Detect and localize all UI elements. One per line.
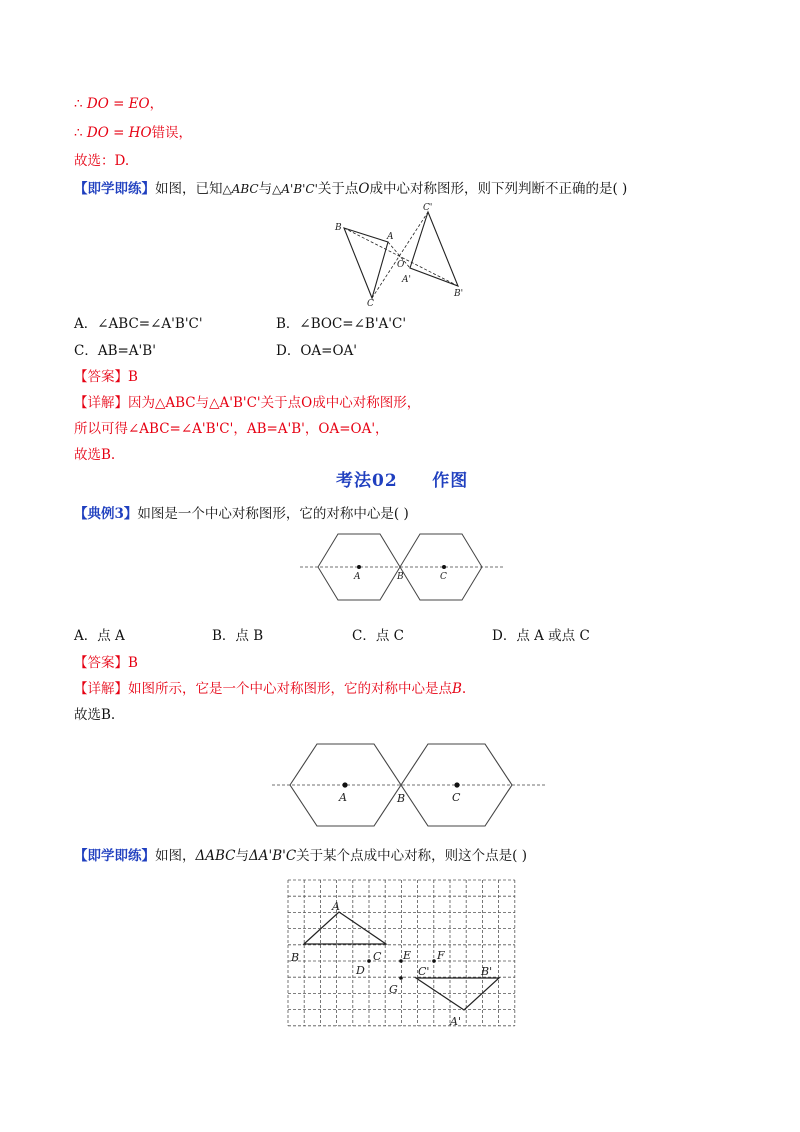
answer-value: B xyxy=(128,369,138,385)
point-g xyxy=(399,976,403,980)
point-c xyxy=(442,565,446,569)
label-ap: A' xyxy=(450,1015,461,1028)
label-ap: A' xyxy=(402,275,411,285)
ex3-option-d: D．点 A 或点 C xyxy=(492,628,590,644)
label-f: F xyxy=(437,949,445,962)
point-c xyxy=(454,782,459,787)
example3-question xyxy=(74,505,409,523)
math-expr: ΔA'B'C xyxy=(249,848,297,864)
label-b: B xyxy=(335,223,342,233)
point-a xyxy=(342,782,347,787)
math-expr: B xyxy=(452,681,462,697)
answer-value: B xyxy=(128,655,138,671)
dashed-bbp xyxy=(344,228,458,286)
label-c: C xyxy=(373,950,382,963)
ex3-detail-line-1 xyxy=(74,680,466,698)
answer-tag: 【答案】 xyxy=(74,655,128,671)
section-title: 考法02 作图 xyxy=(336,471,469,491)
grid-figure xyxy=(288,878,516,1030)
triangle-figure xyxy=(330,198,480,308)
label-a: A xyxy=(332,900,340,913)
line-tail: 错误， xyxy=(151,125,193,141)
label-b: B xyxy=(397,792,406,805)
line-do-ho xyxy=(74,124,192,142)
q-text: 成中心对称图形，则下列判断不正确的是( ) xyxy=(369,181,628,197)
option-c: C．AB=A'B' xyxy=(74,343,156,359)
ex3-option-c: C．点 C xyxy=(352,628,404,644)
ex3-option-b: B．点 B xyxy=(212,628,264,644)
q-text: 与 xyxy=(235,848,249,864)
triangle-abc xyxy=(344,228,388,298)
point-a xyxy=(357,565,361,569)
example-tag: 【典例3】 xyxy=(74,506,138,522)
triangle-apbpcp xyxy=(410,212,458,286)
practice2-question xyxy=(74,847,527,865)
ex3-detail-line-2: 故选B. xyxy=(74,707,116,723)
label-bp: B' xyxy=(454,289,464,299)
detail-line-2: 所以可得∠ABC=∠A'B'C'，AB=A'B'，OA=OA'， xyxy=(74,421,389,437)
answer-line xyxy=(74,368,138,386)
line-tail: ， xyxy=(149,96,164,112)
q-text: 如图是一个中心对称图形，它的对称中心是( ) xyxy=(137,506,409,522)
hexagons-figure-small xyxy=(298,532,508,604)
point-d xyxy=(367,959,371,963)
therefore-symbol: ∴ xyxy=(74,125,83,141)
label-c: C xyxy=(452,791,461,804)
label-bp: B' xyxy=(481,965,493,978)
label-a: A xyxy=(354,572,361,582)
label-cp: C' xyxy=(423,203,433,213)
q-text: 与 xyxy=(258,181,273,197)
label-c: C xyxy=(440,572,447,582)
label-e: E xyxy=(403,949,412,962)
q-text: 如图， xyxy=(155,848,196,864)
option-a: A．∠ABC=∠A'B'C' xyxy=(74,316,203,332)
label-b: B xyxy=(291,951,300,964)
option-b: B．∠BOC=∠B'A'C' xyxy=(276,316,407,332)
math-expr: △A'B'C' xyxy=(272,182,318,196)
triangle-abc xyxy=(304,912,386,944)
practice1-question xyxy=(74,180,627,198)
label-a: A xyxy=(339,791,347,804)
detail-tag: 【详解】 xyxy=(74,681,128,697)
ex3-option-a: A．点 A xyxy=(74,628,125,644)
line-choose-d: 故选：D. xyxy=(74,153,130,169)
label-o: O xyxy=(397,260,405,270)
math-expr: O xyxy=(358,181,370,197)
triangle-apbpcp xyxy=(416,978,499,1010)
detail-end: . xyxy=(461,681,467,697)
dashed-ccp xyxy=(372,212,428,298)
detail-tag: 【详解】 xyxy=(74,395,128,411)
q-text: 关于某个点成中心对称，则这个点是( ) xyxy=(296,848,527,864)
line-do-eo xyxy=(74,95,163,113)
math-expr: DO = HO xyxy=(86,125,152,141)
label-c: C xyxy=(367,299,374,309)
label-b: B xyxy=(397,572,404,582)
label-g: G xyxy=(389,983,398,996)
option-d: D．OA=OA' xyxy=(276,343,357,359)
hexagons-figure-large xyxy=(270,742,548,828)
q-text: 关于点 xyxy=(317,181,359,197)
detail-line-3: 故选B. xyxy=(74,447,116,463)
label-d: D xyxy=(356,964,365,977)
practice-tag: 【即学即练】 xyxy=(74,848,155,864)
practice-tag: 【即学即练】 xyxy=(74,181,155,197)
detail-text: 因为△ABC与△A'B'C'关于点O成中心对称图形， xyxy=(128,395,421,411)
point-f xyxy=(432,959,436,963)
detail-text: 如图所示，它是一个中心对称图形，它的对称中心是点 xyxy=(128,681,452,697)
q-text: 如图，已知 xyxy=(155,181,223,197)
therefore-symbol: ∴ xyxy=(74,96,83,112)
label-cp: C' xyxy=(418,965,430,978)
math-expr: △ABC xyxy=(222,182,259,196)
math-expr: DO = EO xyxy=(86,96,150,112)
ex3-answer-line xyxy=(74,654,138,672)
answer-tag: 【答案】 xyxy=(74,369,128,385)
detail-line-1 xyxy=(74,394,420,412)
label-a: A xyxy=(387,232,394,242)
math-expr: ΔABC xyxy=(195,848,236,864)
